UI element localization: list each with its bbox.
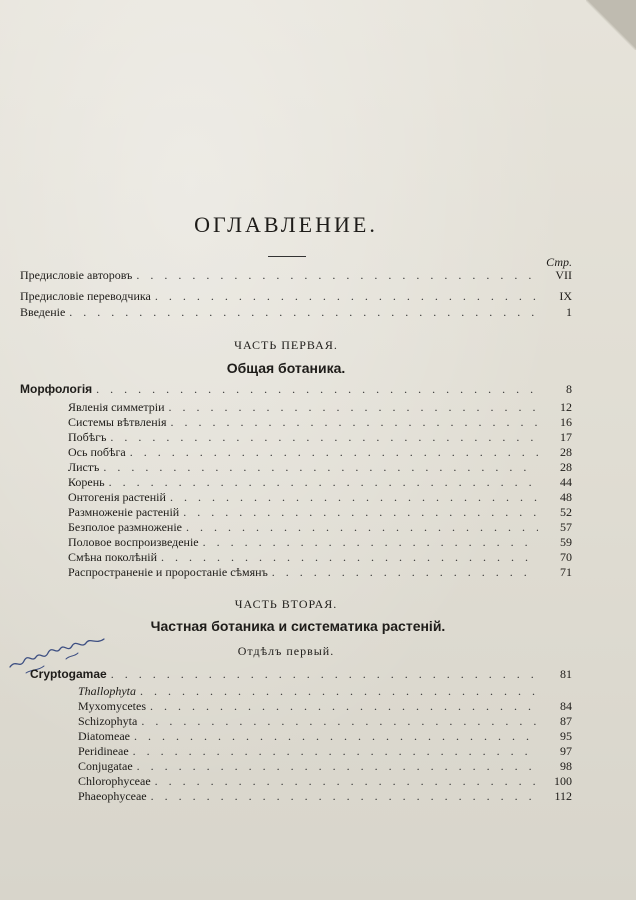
page-column-header: Стр.: [546, 255, 572, 269]
toc-entry-page: 81: [560, 667, 572, 681]
toc-entry-page: 28: [560, 460, 572, 474]
toc-entry-label: Peridineae: [78, 744, 129, 758]
toc-entry-page: 98: [560, 759, 572, 773]
toc-section: [30, 667, 572, 681]
toc-entry: [68, 475, 572, 489]
toc-entry-page: 28: [560, 445, 572, 459]
toc-entry-label: Chlorophyceae: [78, 774, 151, 788]
toc-entry-label: Безполое размноженіе: [68, 520, 182, 534]
toc-entry-label: Schizophyta: [78, 714, 138, 728]
toc-entry-label: Распространеніе и проростаніе сѣмянъ: [68, 565, 268, 579]
toc-entry-page: 57: [560, 520, 572, 534]
part-two-heading: ЧАСТЬ ВТОРАЯ.: [234, 597, 338, 611]
toc-entry-label: Половое воспроизведеніе: [68, 535, 199, 549]
toc-entry: [20, 289, 572, 303]
toc-entry: [78, 774, 572, 788]
toc-entry: [20, 268, 572, 282]
toc-entry-label: Листъ: [68, 460, 100, 474]
toc-entry: [68, 535, 572, 549]
toc-entry: [68, 550, 572, 564]
toc-entry-page: 70: [560, 550, 572, 564]
toc-entry: [78, 699, 572, 713]
toc-entry-page: 84: [560, 699, 572, 713]
toc-entry-label: Myxomycetes: [78, 699, 146, 713]
toc-entry-page: 97: [560, 744, 572, 758]
toc-entry-page: 44: [560, 475, 572, 489]
toc-entry-page: 17: [560, 430, 572, 444]
toc-entry-label: Предисловіе переводчика: [20, 289, 151, 303]
folded-corner: [586, 0, 636, 50]
toc-section: [20, 382, 572, 396]
toc-entry-page: 95: [560, 729, 572, 743]
toc-entry-page: 1: [566, 305, 572, 319]
toc-entry-label: Системы вѣтвленія: [68, 415, 167, 429]
toc-entry-label: Корень: [68, 475, 105, 489]
toc-entry: [78, 789, 572, 803]
toc-entry-label: Побѣгъ: [68, 430, 107, 444]
toc-entry-page: 8: [566, 382, 572, 396]
toc-entry: [68, 445, 572, 459]
toc-entry-page: IX: [559, 289, 572, 303]
toc-entry-label: Онтогенія растеній: [68, 490, 166, 504]
toc-entry-label: Diatomeae: [78, 729, 130, 743]
toc-entry-page: 52: [560, 505, 572, 519]
toc-entry: [78, 729, 572, 743]
toc-entry-page: 87: [560, 714, 572, 728]
page-title: ОГЛАВЛЕНИЕ.: [194, 212, 378, 237]
toc-entry-label: Явленія симметріи: [68, 400, 165, 414]
part-one-heading: ЧАСТЬ ПЕРВАЯ.: [234, 338, 338, 352]
toc-entry-page: 71: [560, 565, 572, 579]
toc-section-label: Морфологія: [20, 382, 93, 396]
toc-entry-page: 16: [560, 415, 572, 429]
toc-entry: [78, 744, 572, 758]
toc-entry-page: VII: [555, 268, 572, 282]
toc-entry: [68, 400, 572, 414]
toc-entry: [68, 490, 572, 504]
toc-entry-page: 59: [560, 535, 572, 549]
toc-entry: [68, 505, 572, 519]
toc-entry-page: 112: [554, 789, 572, 803]
toc-entry: [68, 520, 572, 534]
title-rule: [268, 256, 306, 257]
toc-entry: [78, 759, 572, 773]
part-two-subtitle: Частная ботаника и систематика растеній.: [150, 618, 446, 634]
toc-entry-label: Размноженіе растеній: [68, 505, 180, 519]
toc-entry-page: 100: [554, 774, 572, 788]
toc-entry-page: 48: [560, 490, 572, 504]
toc-entry: [68, 415, 572, 429]
toc-entry-label: Предисловіе авторовъ: [20, 268, 133, 282]
toc-entry-page: 12: [560, 400, 572, 414]
toc-entry: [68, 460, 572, 474]
toc-group: [78, 684, 572, 698]
toc-entry: [78, 714, 572, 728]
toc-entry: [68, 430, 572, 444]
toc-entry: [20, 305, 572, 319]
toc-entry-label: Смѣна поколѣній: [68, 550, 158, 564]
toc-entry-label: Conjugatae: [78, 759, 133, 773]
toc-entry-label: Phaeophyceae: [78, 789, 147, 803]
toc-entry: [68, 565, 572, 579]
toc-section-label: Cryptogamae: [30, 667, 107, 681]
toc-group-label: Thallophyta: [78, 684, 137, 698]
part-one-subtitle: Общая ботаника.: [226, 360, 346, 376]
toc-entry-label: Ось побѣга: [68, 445, 126, 459]
division-heading: Отдѣлъ первый.: [237, 644, 335, 658]
toc-entry-label: Введеніе: [20, 305, 66, 319]
